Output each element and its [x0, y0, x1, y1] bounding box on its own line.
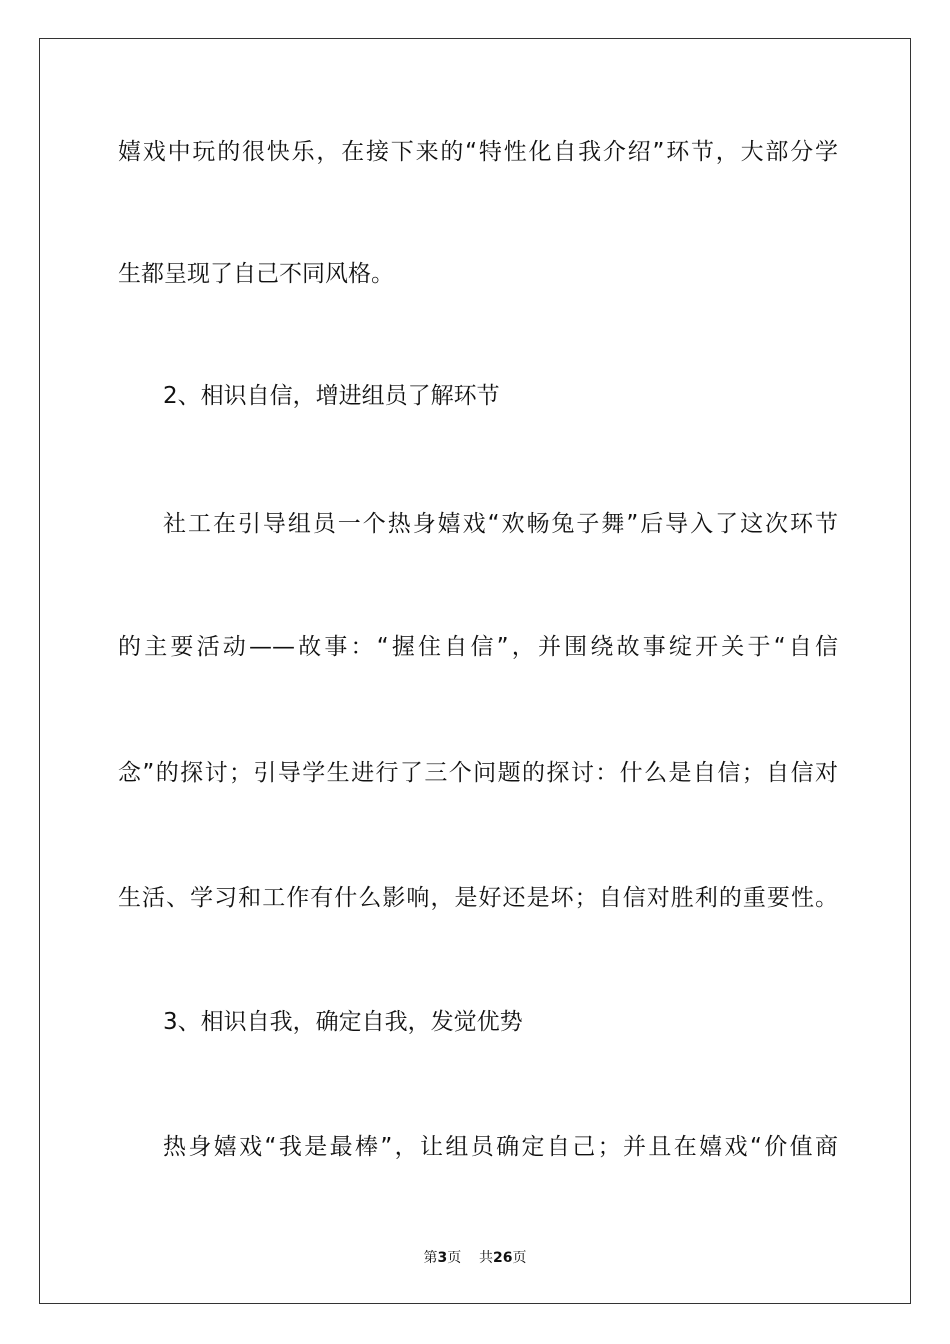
total-suffix: 页 [512, 1250, 527, 1266]
page-prefix: 第 [423, 1250, 438, 1266]
section-heading: 2、相识自信，增进组员了解环节 [163, 383, 500, 409]
paragraph-line: 念”的探讨；引导学生进行了三个问题的探讨：什么是自信；自信对 [118, 760, 838, 786]
paragraph-line: 的主要活动——故事：“握住自信”，并围绕故事绽开关于“自信 [118, 634, 838, 660]
total-pages: 26 [493, 1250, 513, 1266]
page-number: 3 [437, 1250, 448, 1266]
paragraph-line: 生都呈现了自己不同风格。 [118, 261, 394, 287]
page-suffix: 页 [447, 1250, 462, 1266]
total-prefix: 共 [479, 1250, 494, 1266]
page-footer [0, 1247, 950, 1267]
paragraph-line: 嬉戏中玩的很快乐，在接下来的“特性化自我介绍”环节，大部分学 [118, 139, 838, 165]
paragraph-line: 热身嬉戏“我是最棒”，让组员确定自己；并且在嬉戏“价值商 [163, 1134, 838, 1160]
page-border [39, 38, 911, 1304]
paragraph-line: 生活、学习和工作有什么影响，是好还是坏；自信对胜利的重要性。 [118, 885, 838, 911]
paragraph-line: 社工在引导组员一个热身嬉戏“欢畅兔子舞”后导入了这次环节 [163, 511, 838, 537]
section-heading: 3、相识自我，确定自我，发觉优势 [163, 1009, 523, 1035]
